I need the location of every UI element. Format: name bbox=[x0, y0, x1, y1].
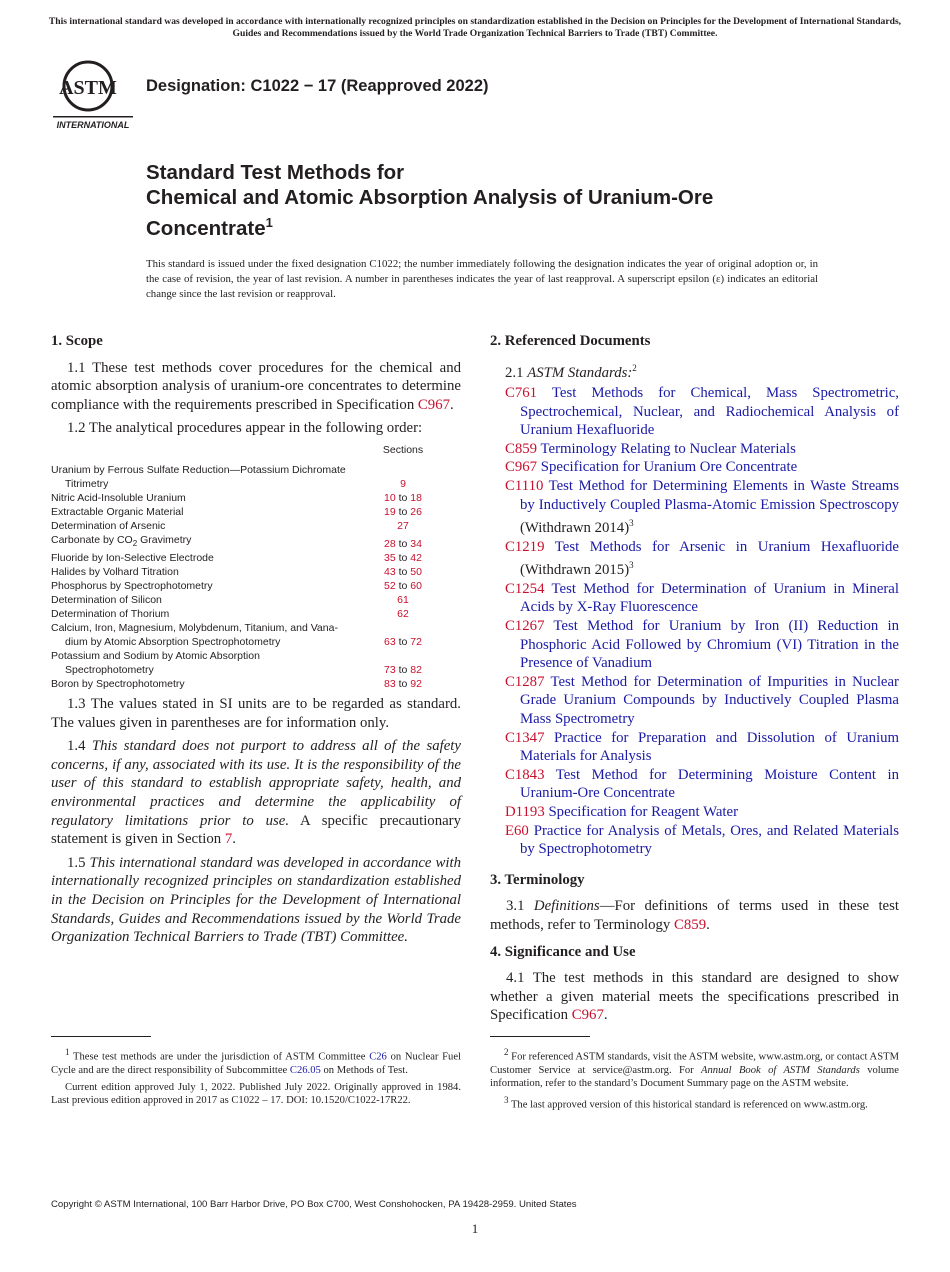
reference-title-link[interactable]: Test Method for Determination of Uranium in Mineral Acids by X-Ray Fluorescence bbox=[520, 580, 899, 616]
section-link[interactable]: 63 bbox=[384, 636, 396, 649]
document-title bbox=[146, 160, 713, 241]
procedure-row bbox=[51, 533, 443, 551]
link-c967[interactable]: C967 bbox=[417, 396, 450, 413]
section-link[interactable]: 42 bbox=[410, 552, 422, 565]
procedure-sections bbox=[363, 593, 443, 607]
page-number: 1 bbox=[471, 1221, 479, 1236]
reference-code-link[interactable]: C859 bbox=[505, 440, 538, 457]
top-note: This international standard was developed in accordance with internationally recognized principles on standardization established in the Decision on Principles for the Development of International Standards, Guides and Recommendations issued by the World Trade Organization Technical Barriers to Trade (TBT) Committee. bbox=[48, 16, 902, 39]
procedure-sections bbox=[363, 477, 443, 491]
section-link[interactable]: 28 bbox=[384, 538, 396, 551]
procedure-row bbox=[51, 677, 443, 691]
procedure-row bbox=[51, 565, 443, 579]
para-1-2: 1.2 The analytical procedures appear in the following order: bbox=[67, 420, 423, 437]
logo-letters: ASTM bbox=[59, 77, 117, 99]
reference-code-link[interactable]: D1193 bbox=[505, 804, 545, 821]
procedure-sections: 73 to 82 bbox=[384, 664, 422, 677]
link-c967-2[interactable]: C967 bbox=[571, 1007, 604, 1024]
section-link[interactable]: 50 bbox=[410, 566, 422, 579]
astm-standards-subheading: 2.1 ASTM Standards:$^2$ bbox=[505, 362, 637, 381]
reference-title-link[interactable]: Specification for Uranium Ore Concentrate bbox=[540, 459, 798, 476]
reference-title-link[interactable]: Test Method for Determining Moisture Content in Uranium-Ore Concentrate bbox=[520, 766, 899, 802]
link-c859[interactable]: C859 bbox=[674, 916, 707, 933]
section-link[interactable]: 72 bbox=[410, 636, 422, 649]
procedure-name: Uranium by Ferrous Sulfate Reduction—Potassium Dichromate bbox=[51, 463, 346, 476]
section-link[interactable]: 82 bbox=[410, 664, 422, 677]
reference-code-link[interactable]: C761 bbox=[505, 385, 538, 402]
reference-code-link[interactable]: C1287 bbox=[505, 673, 545, 690]
para-1-3: 1.3 The values stated in SI units are to be regarded as standard. The values given in parentheses are for information only. bbox=[51, 696, 461, 731]
procedure-sections bbox=[363, 519, 443, 533]
link-c26[interactable]: C26 bbox=[369, 1051, 387, 1063]
procedure-name: Determination of Thorium bbox=[51, 608, 170, 621]
procedure-name: Determination of Arsenic bbox=[51, 519, 166, 532]
procedure-row bbox=[51, 505, 443, 519]
procedure-sections: 28 to 34 bbox=[384, 538, 422, 551]
astm-logo bbox=[50, 56, 136, 132]
footnotes-left bbox=[51, 1046, 461, 1111]
reference-title-link[interactable]: Specification for Reagent Water bbox=[548, 804, 739, 821]
procedure-sections: 83 to 92 bbox=[384, 678, 422, 691]
reference-title-link[interactable]: Test Method for Determination of Impurities in Nuclear Grade Uranium Compounds by Inductively Coupled Plasma Mass Spectrometry bbox=[520, 673, 899, 728]
section-link[interactable]: 35 bbox=[384, 552, 396, 565]
section-link[interactable]: 9 bbox=[400, 477, 406, 490]
procedure-name: Nitric Acid-Insoluble Uranium bbox=[51, 491, 186, 504]
reference-item bbox=[490, 766, 899, 803]
reference-title-link[interactable]: Practice for Preparation and Dissolution of Uranium Materials for Analysis bbox=[520, 729, 899, 765]
para-4-1: 4.1 The test methods in this standard are designed to show whether a given material meets the specifications prescribed in Specification C967. bbox=[490, 970, 899, 1024]
title-line-3-text: Concentrate bbox=[146, 216, 266, 240]
footnote-1: $^1$ These test methods are under the jurisdiction of ASTM Committee C26 on Nuclear Fuel Cycle and are the direct responsibility of Subcommittee C26.05 on Methods of Test. bbox=[51, 1047, 461, 1076]
sections-label: Sections bbox=[382, 443, 424, 456]
left-column bbox=[51, 332, 461, 952]
para-1-5: 1.5 This international standard was developed in accordance with internationally recognized principles on standardization established in the Decision on Principles for the Development of International Standards, Guides and Recommendations issued by the World Trade Organization Technical Barriers to Trade (TBT) Committee. bbox=[51, 854, 461, 946]
reference-code-link[interactable]: C1347 bbox=[505, 729, 545, 746]
procedure-row bbox=[51, 491, 443, 505]
procedure-row bbox=[51, 579, 443, 593]
reference-title-link[interactable]: Test Method for Determining Elements in Waste Streams by Inductively Coupled Plasma-Atomic Emission Spectroscopy bbox=[520, 478, 899, 513]
reference-item bbox=[490, 458, 899, 477]
procedure-row-cont bbox=[51, 663, 443, 677]
procedure-name-cont: Titrimetry bbox=[65, 477, 109, 490]
procedure-row bbox=[51, 519, 443, 533]
procedure-name: Fluoride by Ion-Selective Electrode bbox=[51, 552, 214, 565]
procedure-name: Phosphorus by Spectrophotometry bbox=[51, 580, 213, 593]
procedure-name: Determination of Silicon bbox=[51, 594, 162, 607]
logo-text: INTERNATIONAL bbox=[56, 120, 130, 130]
procedure-row bbox=[51, 463, 443, 477]
section-link[interactable]: 61 bbox=[397, 594, 409, 607]
procedure-name-cont: Spectrophotometry bbox=[65, 664, 154, 677]
reference-list bbox=[490, 384, 899, 859]
procedure-sections: 35 to 42 bbox=[384, 552, 422, 565]
procedure-row-cont bbox=[51, 477, 443, 491]
reference-item: C1110 Test Method for Determining Elements in Waste Streams by Inductively Coupled Plasma-Atomic Emission Spectroscopy (Withdrawn 2014)$^3$ bbox=[505, 478, 899, 537]
reference-title-link[interactable]: Test Method for Uranium by Iron (II) Reduction in Phosphoric Acid Followed by Chromium (VI) Titration in the Presence of Vanadium bbox=[520, 618, 899, 672]
footnote-2: $^2$ For referenced ASTM standards, visit the ASTM website, www.astm.org, or contact ASTM Customer Service at service@astm.org. For Annual Book of ASTM Standards volume information, refer to the standard’s Document Summary page on the ASTM website. bbox=[490, 1047, 899, 1089]
procedure-name: Extractable Organic Material bbox=[51, 505, 184, 518]
para-1-4: 1.4 This standard does not purport to address all of the safety concerns, if any, associated with its use. It is the responsibility of the user of this standard to establish appropriate safety, health, and environmental practices and determine the applicability of regulatory limitations prior to use. A specific precautionary statement is given in Section 7. bbox=[51, 738, 461, 848]
terminology-heading: 3. Terminology bbox=[490, 871, 585, 888]
reference-code-link[interactable]: E60 bbox=[505, 822, 529, 839]
procedure-name: Carbonate by $CO_2$ Gravimetry bbox=[51, 533, 192, 549]
procedures-table bbox=[51, 443, 443, 691]
procedure-row-cont bbox=[51, 635, 443, 649]
procedure-row bbox=[51, 649, 443, 663]
refdocs-heading: 2. Referenced Documents bbox=[490, 333, 651, 349]
reference-item: C1219 Test Methods for Arsenic in Uranium Hexafluoride (Withdrawn 2015)$^3$ bbox=[505, 538, 899, 579]
procedure-sections: 19 to 26 bbox=[384, 505, 422, 518]
reference-code-link[interactable]: C1267 bbox=[505, 618, 545, 635]
title-footnote-mark: 1 bbox=[265, 215, 273, 230]
section-link[interactable]: 60 bbox=[410, 580, 422, 593]
section-link[interactable]: 10 bbox=[384, 491, 396, 504]
reference-title-link[interactable]: Practice for Analysis of Metals, Ores, and Related Materials by Spectrophotometry bbox=[520, 822, 900, 858]
reference-title-link[interactable]: Test Methods for Arsenic in Uranium Hexafluoride bbox=[554, 538, 899, 555]
procedure-sections: 63 to 72 bbox=[384, 636, 422, 649]
reference-code-link[interactable]: C1110 bbox=[505, 478, 544, 495]
section-link[interactable]: 19 bbox=[384, 505, 396, 518]
title-line-1: Standard Test Methods for bbox=[146, 161, 405, 184]
title-line-2: Chemical and Atomic Absorption Analysis of Uranium-Ore bbox=[146, 186, 714, 209]
section-link[interactable]: 34 bbox=[410, 538, 422, 551]
astm-logo-icon bbox=[50, 56, 136, 132]
reference-item bbox=[490, 803, 899, 822]
reference-code-link[interactable]: C1254 bbox=[505, 580, 545, 597]
edition-note: Current edition approved July 1, 2022. Published July 2022. Originally approved in 1984. Last previous edition approved in 2017 as C1022 – 17. DOI: 10.1520/C1022-17R22. bbox=[51, 1081, 461, 1107]
procedure-row bbox=[51, 551, 443, 565]
reference-item bbox=[490, 673, 899, 729]
procedure-sections: 43 to 50 bbox=[384, 566, 422, 579]
footnote-3: $^3$ The last approved version of this historical standard is referenced on www.astm.org. bbox=[504, 1095, 868, 1111]
reference-code-link[interactable]: C967 bbox=[505, 459, 538, 476]
section-link[interactable]: 18 bbox=[410, 491, 422, 504]
scope-heading: 1. Scope bbox=[51, 333, 103, 349]
procedure-row bbox=[51, 593, 443, 607]
section-link[interactable]: 52 bbox=[384, 580, 396, 593]
procedure-name: Halides by Volhard Titration bbox=[51, 566, 179, 579]
reference-title-link[interactable]: Terminology Relating to Nuclear Materials bbox=[540, 440, 796, 457]
copyright: Copyright © ASTM International, 100 Barr Harbor Drive, PO Box C700, West Conshohocken, PA 19428-2959. United States bbox=[51, 1199, 577, 1210]
procedure-row bbox=[51, 607, 443, 621]
procedure-sections: 52 to 60 bbox=[384, 580, 422, 593]
right-column bbox=[490, 332, 899, 1030]
section-link[interactable]: 73 bbox=[384, 664, 396, 677]
procedure-name: Boron by Spectrophotometry bbox=[51, 678, 185, 691]
section-link[interactable]: 27 bbox=[397, 519, 409, 532]
procedure-name-cont: dium by Atomic Absorption Spectrophotometry bbox=[65, 636, 281, 649]
significance-heading: 4. Significance and Use bbox=[490, 943, 636, 960]
reference-item bbox=[490, 617, 899, 673]
reference-code-link[interactable]: C1219 bbox=[505, 538, 545, 555]
link-c26-05[interactable]: C26.05 bbox=[289, 1064, 321, 1076]
reference-item bbox=[490, 384, 899, 440]
section-link[interactable]: 43 bbox=[384, 566, 396, 579]
designation: Designation: C1022 − 17 (Reapproved 2022) bbox=[146, 77, 489, 95]
reference-item bbox=[490, 822, 899, 859]
procedure-name: Calcium, Iron, Magnesium, Molybdenum, Titanium, and Vana- bbox=[51, 622, 338, 635]
footnote-rule-right bbox=[490, 1036, 590, 1037]
link-section-7[interactable]: 7 bbox=[224, 831, 233, 848]
procedure-sections: 10 to 18 bbox=[384, 491, 422, 504]
title-line-3 bbox=[146, 210, 713, 241]
section-link[interactable]: 83 bbox=[384, 678, 396, 691]
section-link[interactable]: 92 bbox=[410, 678, 422, 691]
reference-item bbox=[490, 580, 899, 617]
section-link[interactable]: 26 bbox=[410, 505, 422, 518]
procedure-row bbox=[51, 621, 443, 635]
reference-item bbox=[490, 440, 899, 459]
para-1-1: 1.1 These test methods cover procedures for the chemical and atomic absorption analysis of uranium-ore concentrates to determine compliance with the requirements prescribed in Specification C967. bbox=[51, 359, 461, 413]
issued-note: This standard is issued under the fixed designation C1022; the number immediately following the designation indicates the year of original adoption or, in the case of revision, the year of last revision. A number in parentheses indicates the year of last reapproval. A superscript epsilon (ε) indicates an editorial change since the last revision or reapproval. bbox=[146, 258, 818, 300]
reference-code-link[interactable]: C1843 bbox=[505, 766, 545, 783]
footnote-rule-left bbox=[51, 1036, 151, 1037]
footnotes-right bbox=[490, 1046, 899, 1116]
reference-item bbox=[490, 729, 899, 766]
reference-title-link[interactable]: Test Methods for Chemical, Mass Spectrometric, Spectrochemical, Nuclear, and Radiochemical Analysis of Uranium Hexafluoride bbox=[520, 385, 899, 439]
procedure-name: Potassium and Sodium by Atomic Absorption bbox=[51, 650, 260, 663]
procedure-sections bbox=[363, 607, 443, 621]
section-link[interactable]: 62 bbox=[397, 608, 409, 621]
para-3-1: 3.1 Definitions—For definitions of terms used in these test methods, refer to Terminology C859. bbox=[490, 898, 899, 933]
